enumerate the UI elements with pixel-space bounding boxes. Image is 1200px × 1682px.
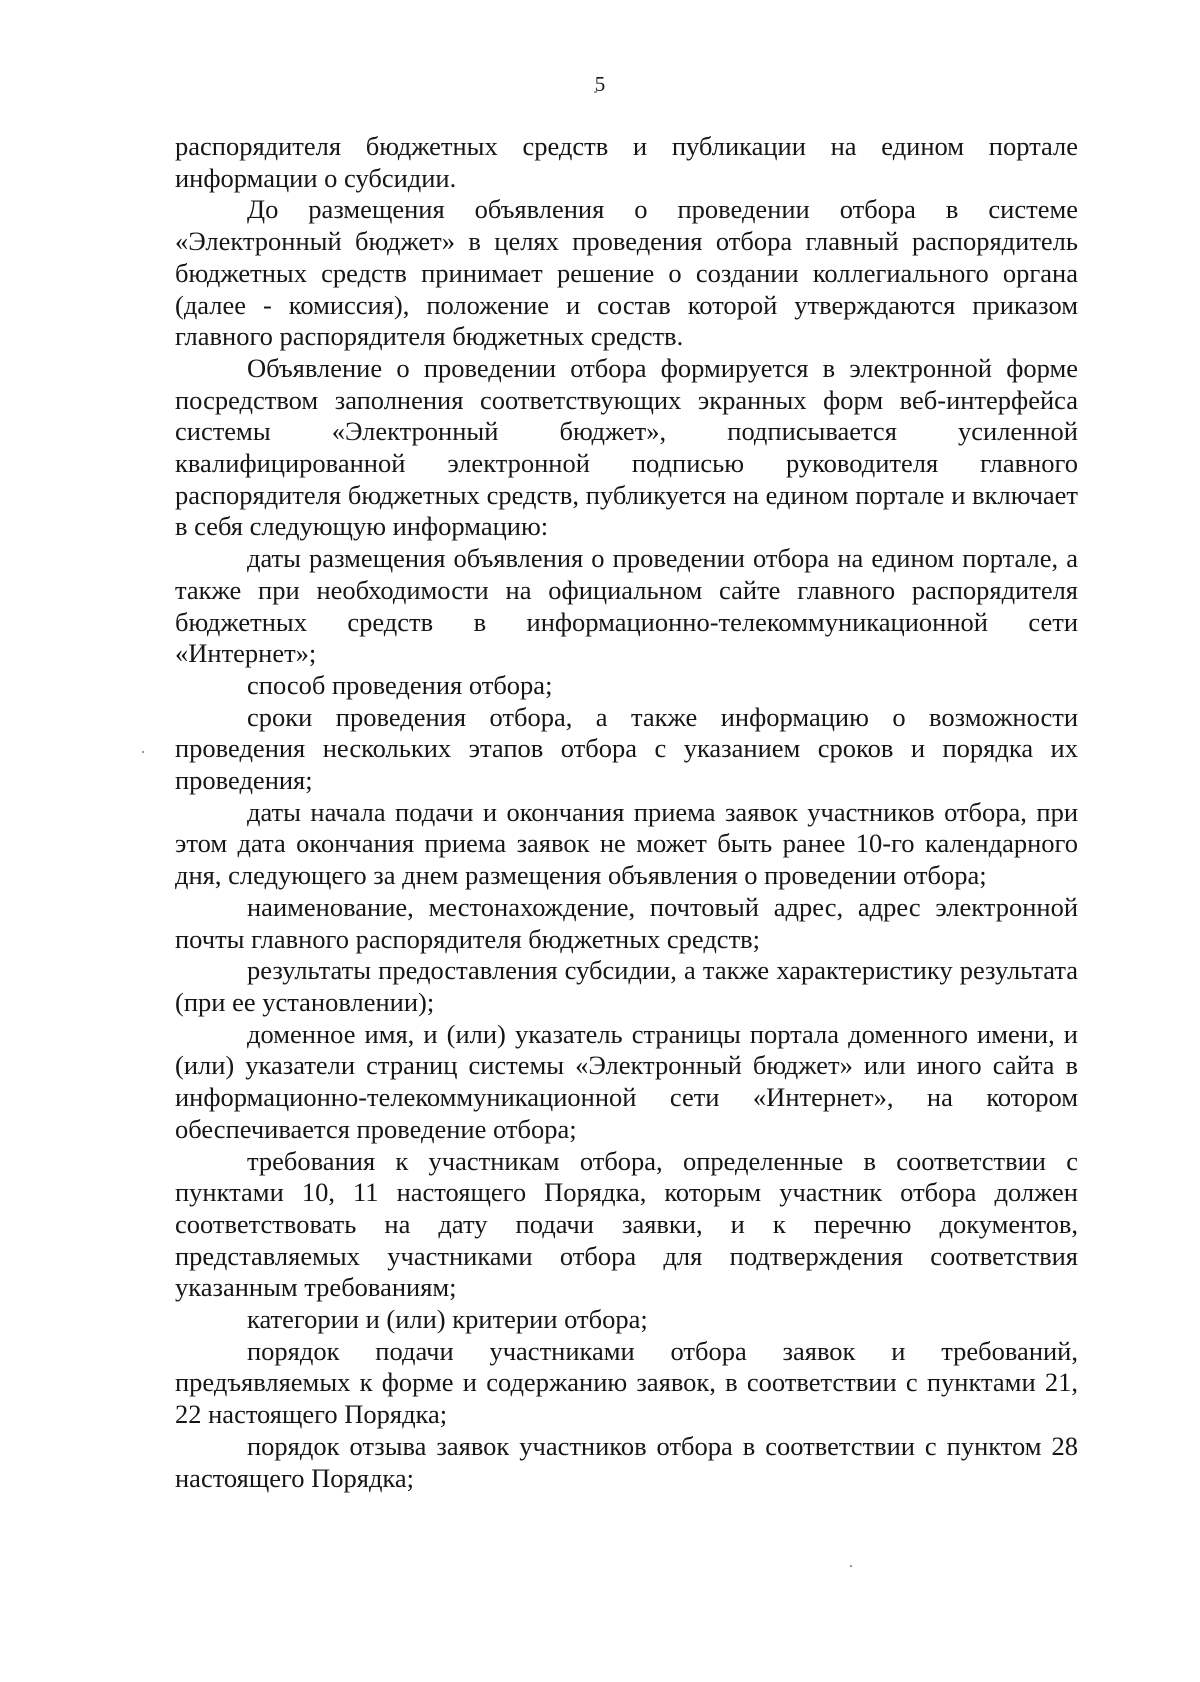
scan-speck (850, 1565, 852, 1567)
list-item-domain-name: доменное имя, и (или) указатель страницы портала доменного имени, и (или) указатели страниц системы «Электронный бюджет» или иного сайта в информационно-телекоммуникационной сети «Интернет», на котором обеспечивается проведение отбора; (175, 1018, 1078, 1144)
list-item-contacts: наименование, местонахождение, почтовый адрес, адрес электронной почты главного распорядителя бюджетных средств; (175, 891, 1078, 954)
page-body (175, 131, 1078, 1494)
list-item-withdrawal-order: порядок отзыва заявок участников отбора в соответствии с пунктом 28 настоящего Порядка; (175, 1430, 1078, 1493)
paragraph-announcement: Объявление о проведении отбора формируется в электронной форме посредством заполнения соответствующих экранных форм веб-интерфейса системы «Электронный бюджет», подписывается усиленной квалифицированной электронной подписью руководителя главного распорядителя бюджетных средств, публикуется на едином портале и включает в себя следующую информацию: (175, 352, 1078, 542)
list-item-application-dates: даты начала подачи и окончания приема заявок участников отбора, при этом дата окончания приема заявок не может быть ранее 10-го календарного дня, следующего за днем размещения объявления о проведении отбора; (175, 796, 1078, 891)
list-item-criteria: категории и (или) критерии отбора; (247, 1304, 648, 1335)
page-number: 5 (594, 72, 606, 96)
list-item-results: результаты предоставления субсидии, а также характеристику результата (при ее установлении); (175, 955, 1078, 1017)
scan-speck (142, 751, 144, 753)
paragraph-commission: До размещения объявления о проведении отбора в системе «Электронный бюджет» в целях проведения отбора главный распорядитель бюджетных средств принимает решение о создании коллегиального органа (далее - комиссия), положение и состав которой утверждаются приказом главного распорядителя бюджетных средств. (175, 194, 1078, 352)
list-item-dates-placement: даты размещения объявления о проведении отбора на едином портале, а также при необходимости на официальном сайте главного распорядителя бюджетных средств в информационно-телекоммуникационной сети «Интернет»; (175, 543, 1078, 669)
list-item-submission-order: порядок подачи участниками отбора заявок и требований, предъявляемых к форме и содержанию заявок, в соответствии с пунктами 21, 22 настоящего Порядка; (175, 1335, 1078, 1430)
list-item-selection-terms: сроки проведения отбора, а также информацию о возможности проведения нескольких этапов отбора с указанием сроков и порядка их проведения; (175, 701, 1078, 796)
paragraph-continuation: распорядителя бюджетных средств и публикации на едином портале информации о субсидии. (175, 131, 1078, 193)
list-item-selection-method: способ проведения отбора; (247, 669, 553, 700)
list-item-requirements: требования к участникам отбора, определенные в соответствии с пунктами 10, 11 настоящего Порядка, которым участник отбора должен соответствовать на дату подачи заявки, и к перечню документов, представляемых участниками отбора для подтверждения соответствия указанным требованиям; (175, 1145, 1078, 1303)
